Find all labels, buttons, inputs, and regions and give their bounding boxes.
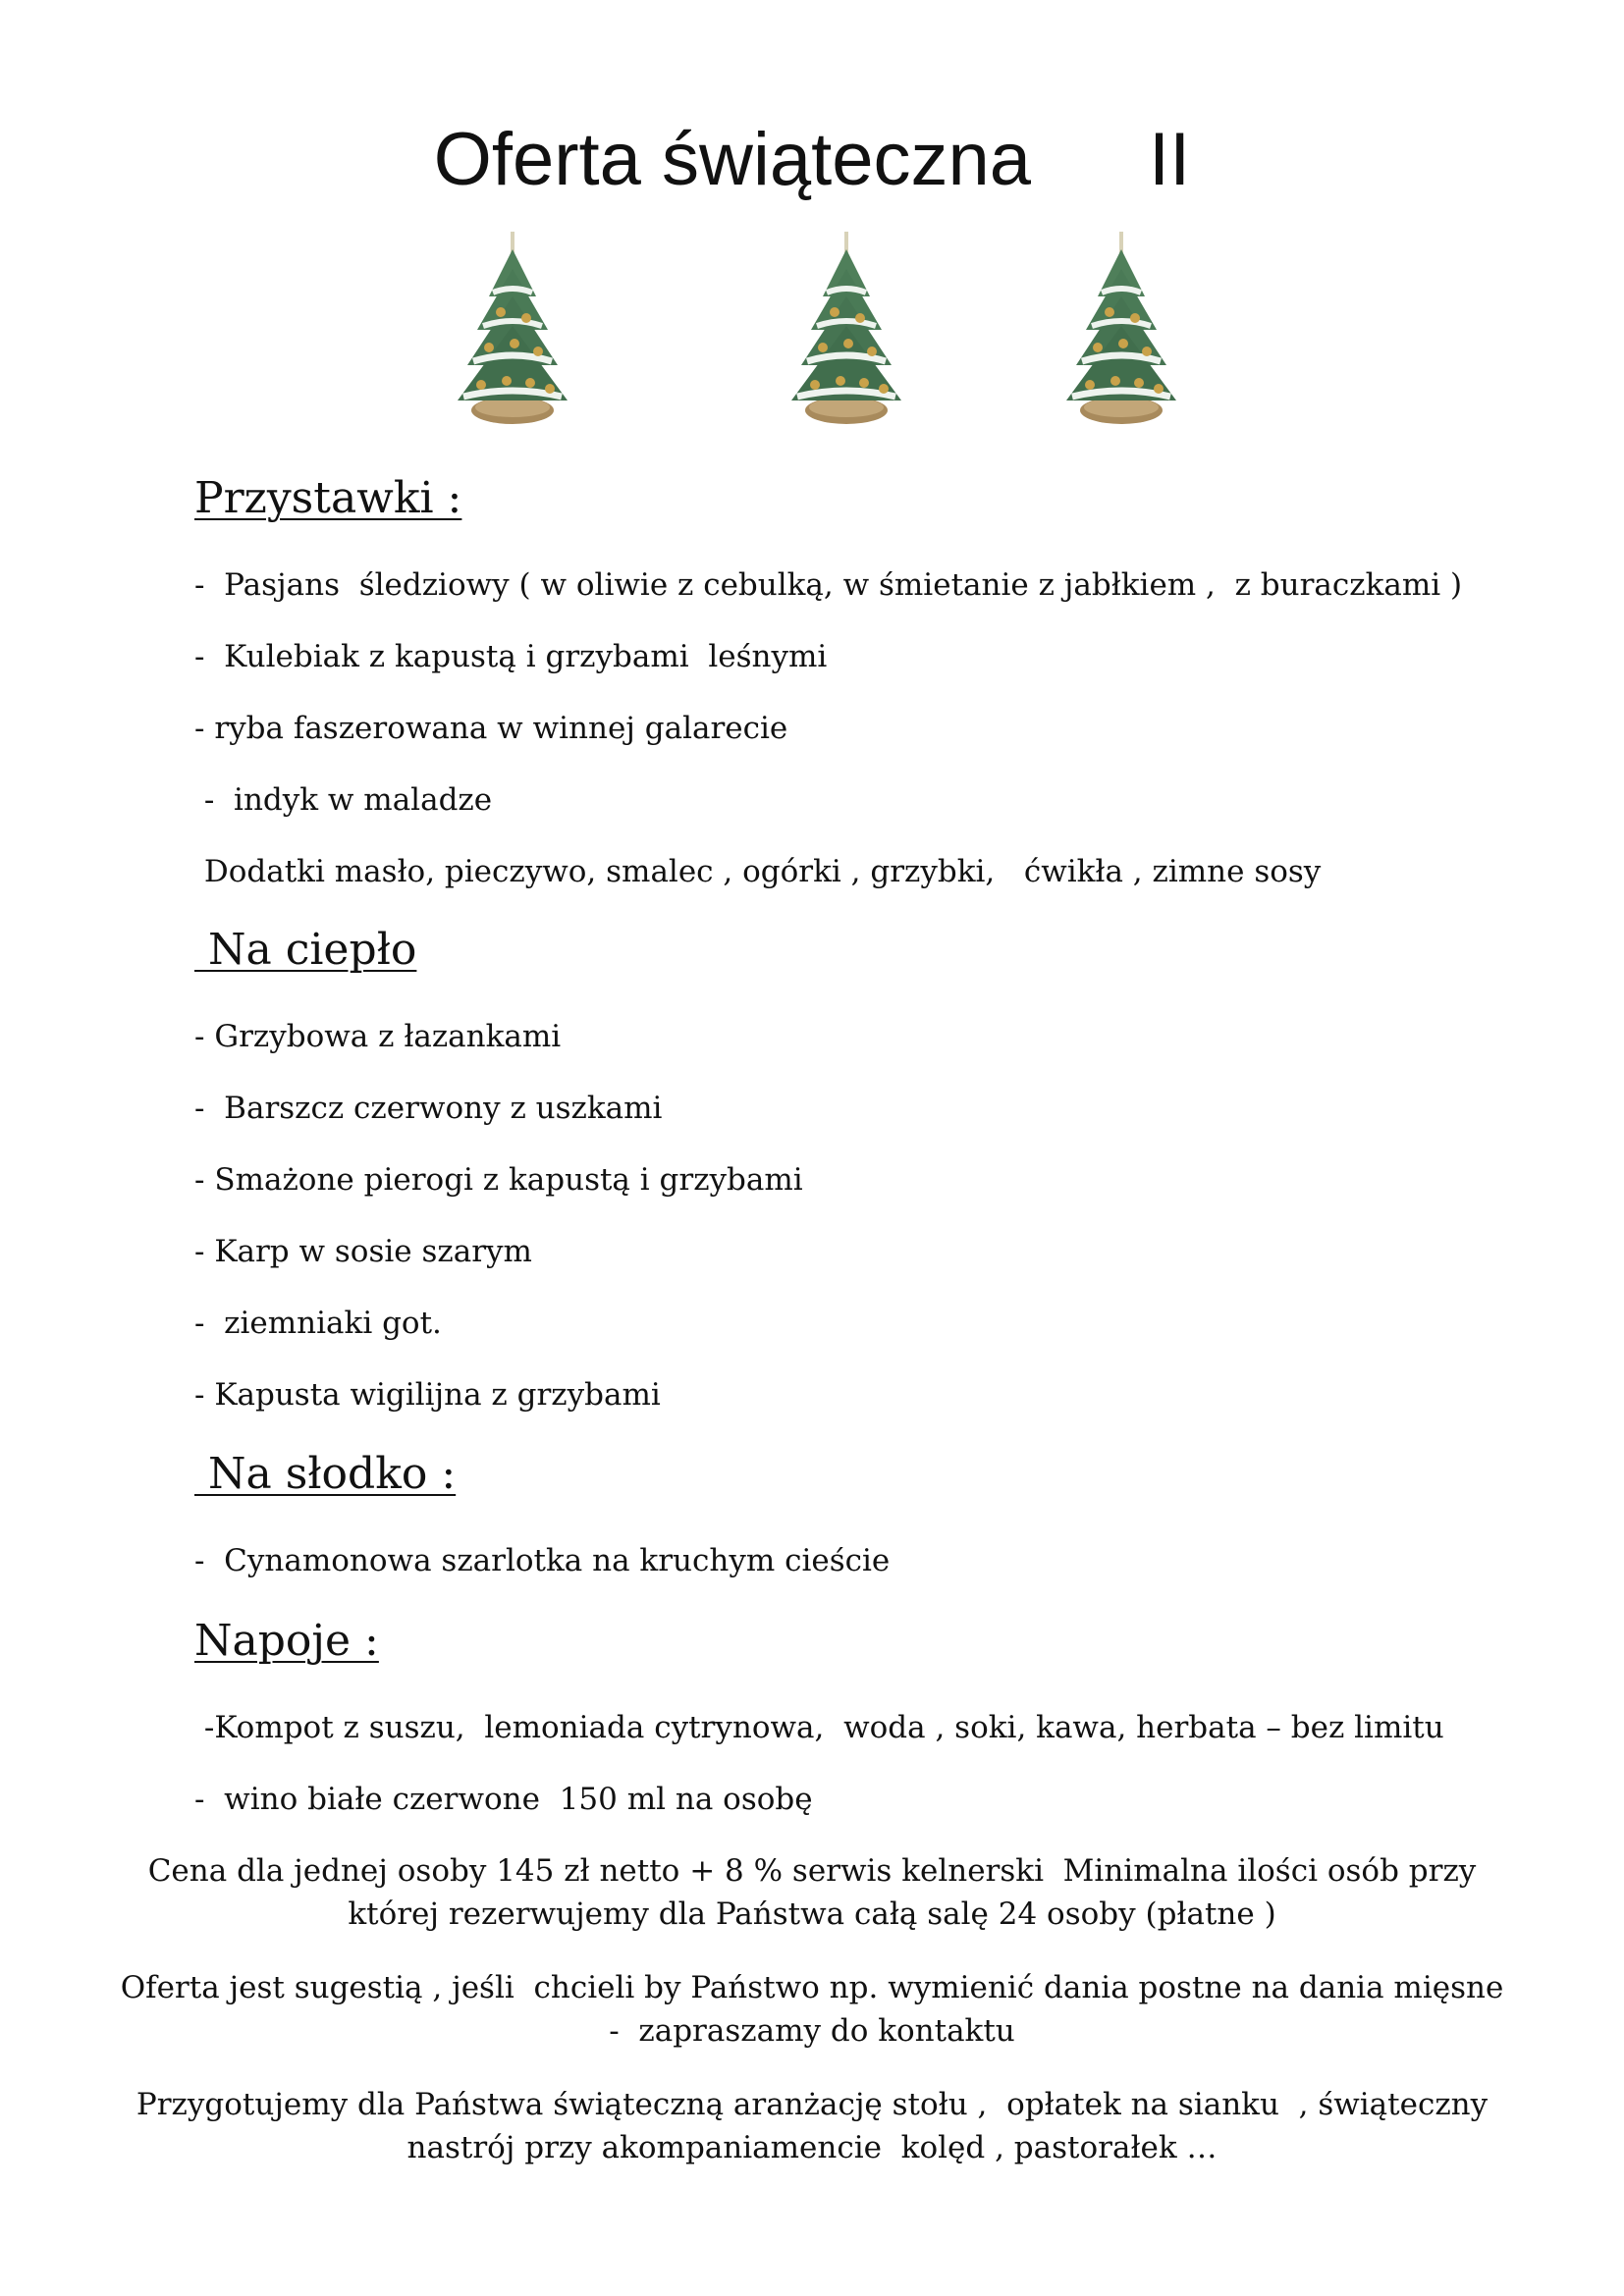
menu-item: - Karp w sosie szarym <box>194 1234 532 1269</box>
price-note-line: Cena dla jednej osoby 145 zł netto + 8 % serwis kelnerski Minimalna ilości osób przy <box>147 1853 1477 1889</box>
menu-item: - indyk w maladze <box>194 782 493 818</box>
christmas-tree-candle-icon <box>778 228 915 430</box>
menu-item: - Cynamonowa szarlotka na kruchym cieście <box>194 1543 891 1578</box>
section-heading-przystawki: Przystawki : <box>194 473 462 523</box>
title-main: Oferta świąteczna <box>433 118 1032 201</box>
extra-note-line: Przygotujemy dla Państwa świąteczną aranżację stołu , opłatek na sianku , świąteczny <box>135 2087 1489 2122</box>
menu-item: - Grzybowa z łazankami <box>194 1019 562 1054</box>
menu-item: - wino białe czerwone 150 ml na osobę <box>194 1782 813 1817</box>
menu-item: - ryba faszerowana w winnej galarecie <box>194 711 788 746</box>
section-heading-na-cieplo: Na ciepło <box>194 925 417 975</box>
christmas-tree-candle-icon <box>444 228 581 430</box>
offer-note-line: - zapraszamy do kontaktu <box>609 2013 1015 2049</box>
menu-item: - Smażone pierogi z kapustą i grzybami <box>194 1162 803 1198</box>
menu-item: - Kapusta wigilijna z grzybami <box>194 1377 661 1413</box>
christmas-tree-candle-icon <box>1053 228 1190 430</box>
offer-note-line: Oferta jest sugestią , jeśli chcieli by Państwo np. wymienić dania postne na dania mięsne <box>120 1970 1504 2005</box>
menu-item: - Barszcz czerwony z uszkami <box>194 1091 663 1126</box>
extra-note-line: nastrój przy akompaniamencie kolęd , pastorałek … <box>406 2130 1218 2165</box>
price-note-line: której rezerwujemy dla Państwa całą salę 24 osoby (płatne ) <box>348 1896 1276 1932</box>
menu-item: -Kompot z suszu, lemoniada cytrynowa, woda , soki, kawa, herbata – bez limitu <box>194 1710 1444 1745</box>
title-numeral: II <box>1149 118 1191 201</box>
menu-item: - Kulebiak z kapustą i grzybami leśnymi <box>194 639 828 674</box>
menu-item: Dodatki masło, pieczywo, smalec , ogórki , grzybki, ćwikła , zimne sosy <box>194 854 1322 889</box>
section-heading-na-slodko: Na słodko : <box>194 1449 457 1499</box>
section-heading-napoje: Napoje : <box>194 1616 379 1666</box>
page-title <box>0 116 1624 204</box>
menu-item: - Pasjans śledziowy ( w oliwie z cebulką, w śmietanie z jabłkiem , z buraczkami ) <box>194 567 1463 603</box>
menu-item: - ziemniaki got. <box>194 1306 442 1341</box>
